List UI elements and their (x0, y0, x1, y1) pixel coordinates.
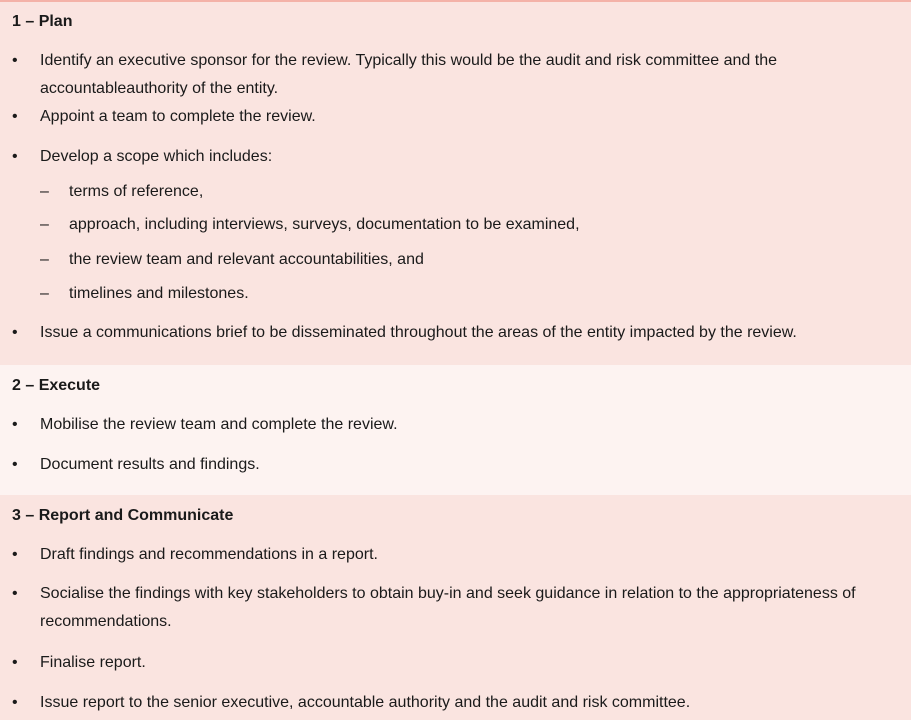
bullet-icon: • (12, 654, 18, 671)
list-item-text: Finalise report. (40, 654, 146, 671)
bullet-icon: • (12, 148, 18, 165)
list-item-text: Issue report to the senior executive, accountable authority and the audit and risk committee. (40, 694, 691, 711)
execute-heading: 2 – Execute (12, 377, 101, 394)
dash-icon: – (40, 216, 49, 233)
sub-list-item-text: timelines and milestones. (69, 285, 249, 302)
sub-list-item-text: the review team and relevant accountabilities, and (69, 251, 424, 268)
list-item-text: Socialise the findings with key stakeholders to obtain buy-in and seek guidance in relation to the appropriateness of recommendations. (40, 585, 856, 630)
bullet-icon: • (12, 108, 18, 125)
list-item-text: Issue a communications brief to be disseminated throughout the areas of the entity impacted by the review. (40, 324, 797, 341)
list-item-text: Develop a scope which includes: (40, 148, 273, 165)
sub-list-item-text: approach, including interviews, surveys, documentation to be examined, (69, 216, 580, 233)
plan-heading: 1 – Plan (12, 13, 73, 30)
list-item-text: Draft findings and recommendations in a report. (40, 546, 378, 563)
list-item-text: Identify an executive sponsor for the review. Typically this would be the audit and risk committee and the accountableauthority of the entity. (40, 52, 777, 97)
list-item-text: Appoint a team to complete the review. (40, 108, 316, 125)
dash-icon: – (40, 183, 49, 200)
bullet-icon: • (12, 456, 18, 473)
sub-list-item-text: terms of reference, (69, 183, 204, 200)
list-item (0, 580, 911, 636)
list-item-text: Mobilise the review team and complete the review. (40, 416, 398, 433)
list-item-text: Document results and findings. (40, 456, 260, 473)
bullet-icon: • (12, 52, 18, 69)
list-item (0, 47, 911, 103)
bullet-icon: • (12, 324, 18, 341)
report-section (0, 495, 911, 720)
dash-icon: – (40, 285, 49, 302)
dash-icon: – (40, 251, 49, 268)
bullet-icon: • (12, 694, 18, 711)
report-heading: 3 – Report and Communicate (12, 507, 234, 524)
bullet-icon: • (12, 585, 18, 602)
bullet-icon: • (12, 546, 18, 563)
execute-section (0, 365, 911, 495)
bullet-icon: • (12, 416, 18, 433)
